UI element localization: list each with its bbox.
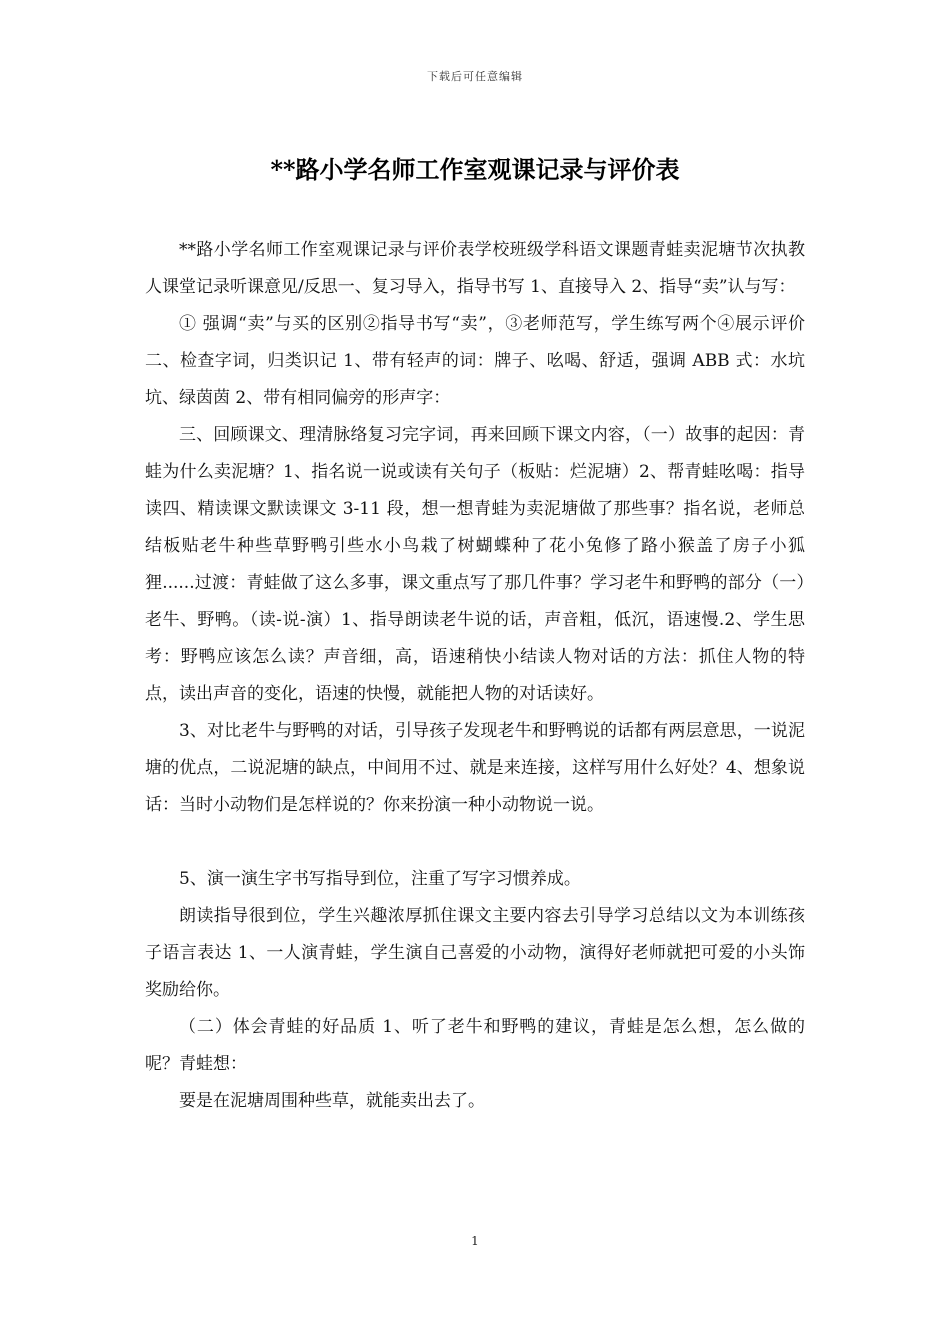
paragraph: 朗读指导很到位，学生兴趣浓厚抓住课文主要内容去引导学习总结以文为本训练孩子语言表达 1、一人演青蛙，学生演自己喜爱的小动物，演得好老师就把可爱的小头饰奖励给你。 xyxy=(145,906,805,1000)
document-body xyxy=(145,232,805,1120)
page-number: 1 xyxy=(471,1234,479,1248)
paragraph: 5、演一演生字书写指导到位，注重了写字习惯养成。 xyxy=(179,869,581,889)
document-title: **路小学名师工作室观课记录与评价表 xyxy=(270,155,680,184)
paragraph: ① 强调“卖”与买的区别②指导书写“卖”，③老师范写，学生练写两个④展示评价二、检查字词，归类识记 1、带有轻声的词：牌子、吆喝、舒适，强调 ABB 式：水坑坑、绿茵茵 2、带有相同偏旁的形声字： xyxy=(145,314,805,408)
paragraph: **路小学名师工作室观课记录与评价表学校班级学科语文课题青蛙卖泥塘节次执教人课堂记录听课意见/反思一、复习导入，指导书写 1、直接导入 2、指导“卖”认与写： xyxy=(145,240,805,297)
paragraph: 3、对比老牛与野鸭的对话，引导孩子发现老牛和野鸭说的话都有两层意思，一说泥塘的优点，二说泥塘的缺点，中间用不过、就是来连接，这样写用什么好处？4、想象说话：当时小动物们是怎样说的？你来扮演一种小动物说一说。 xyxy=(145,721,805,815)
paragraph: （二）体会青蛙的好品质 1、听了老牛和野鸭的建议，青蛙是怎么想，怎么做的呢？青蛙想： xyxy=(145,1017,805,1074)
paragraph: 要是在泥塘周围种些草，就能卖出去了。 xyxy=(179,1091,485,1111)
header-note: 下载后可任意编辑 xyxy=(427,70,523,83)
paragraph: 三、回顾课文、理清脉络复习完字词，再来回顾下课文内容，（一）故事的起因：青蛙为什么卖泥塘？1、指名说一说或读有关句子（板贴：烂泥塘）2、帮青蛙吆喝：指导读四、精读课文默读课文 3-11 段，想一想青蛙为卖泥塘做了那些事？指名说，老师总结板贴老牛种些草野鸭引些水小鸟栽了树蝴蝶种了花小兔修了路小猴盖了房子小狐狸......过渡：青蛙做了这么多事，课文重点写了那几件事？学习老牛和野鸭的部分（一）老牛、野鸭。（读-说-演）1、指导朗读老牛说的话，声音粗，低沉，语速慢.2、学生思考：野鸭应该怎么读？声音细，高，语速稍快小结读人物对话的方法：抓住人物的特点，读出声音的变化，语速的快慢，就能把人物的对话读好。 xyxy=(145,425,805,704)
